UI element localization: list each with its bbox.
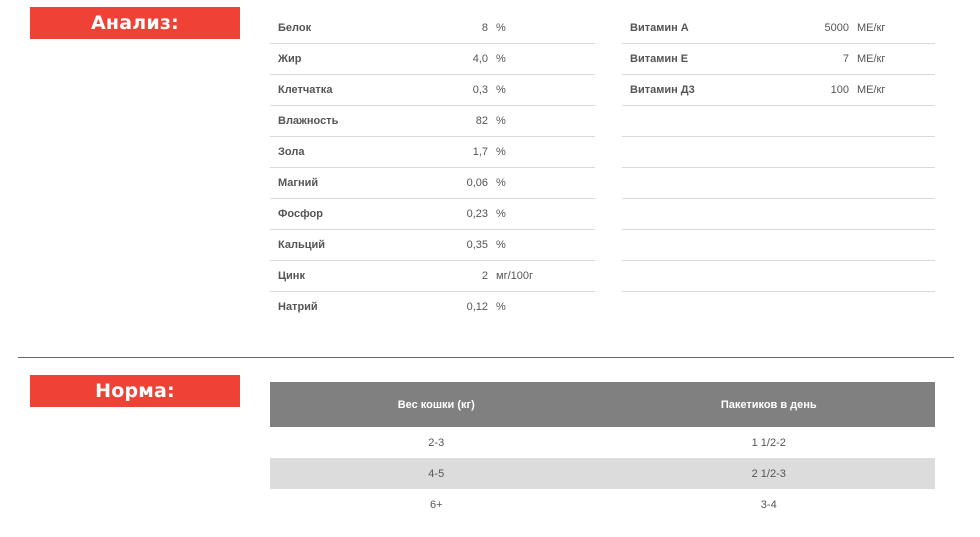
- nutrient-unit: %: [488, 199, 595, 230]
- nutrient-row: [270, 106, 595, 137]
- nutrients-table-right: [622, 13, 935, 292]
- nutrient-name: [622, 106, 772, 137]
- nutrient-value: 82: [430, 106, 488, 137]
- cat-weight-cell: 4-5: [270, 458, 603, 489]
- nutrient-unit: %: [488, 106, 595, 137]
- nutrient-value: 8: [430, 13, 488, 44]
- nutrient-row: [270, 137, 595, 168]
- packets-cell: 1 1/2-2: [751, 436, 786, 449]
- nutrient-unit: [849, 199, 935, 230]
- nutrient-value: 4,0: [430, 44, 488, 75]
- nutrient-row: [270, 168, 595, 199]
- nutrient-value: 0,06: [430, 168, 488, 199]
- nutrient-name: [622, 230, 772, 261]
- section-divider: [18, 357, 954, 358]
- nutrient-row: [622, 44, 935, 75]
- nutrient-row: [622, 75, 935, 106]
- header-cat-weight: Вес кошки (кг): [270, 382, 603, 427]
- nutrient-unit: %: [488, 137, 595, 168]
- nutrient-value: 7: [772, 44, 849, 75]
- nutrient-value: 5000: [772, 13, 849, 44]
- nutrient-value: 0,35: [430, 230, 488, 261]
- nutrient-unit: [849, 168, 935, 199]
- nutrient-name: Клетчатка: [270, 75, 430, 106]
- nutrient-row: [270, 13, 595, 44]
- nutrient-name: [622, 199, 772, 230]
- nutrient-value: [772, 168, 849, 199]
- nutrient-name: [622, 168, 772, 199]
- nutrients-table-left: [270, 13, 595, 322]
- nutrient-row: [622, 137, 935, 168]
- nutrient-value: 0,12: [466, 301, 488, 313]
- nutrient-row: [622, 230, 935, 261]
- nutrient-unit: мг/100г: [488, 261, 595, 292]
- nutrient-unit: %: [488, 75, 595, 106]
- nutrient-unit: %: [488, 44, 595, 75]
- packets-cell: 2 1/2-3: [603, 458, 936, 489]
- nutrient-row: [270, 44, 595, 75]
- packets-cell: 3-4: [760, 498, 777, 511]
- nutrient-name: Витамин Е: [622, 44, 772, 75]
- cat-weight-cell: 6+: [429, 498, 443, 511]
- nutrient-name: Цинк: [270, 261, 430, 292]
- analysis-title: Анализ:: [30, 7, 240, 39]
- feeding-row: [270, 427, 935, 458]
- nutrient-row: [622, 199, 935, 230]
- nutrient-name: Магний: [270, 168, 430, 199]
- nutrient-row: [270, 230, 595, 261]
- nutrient-name: Влажность: [270, 106, 430, 137]
- feeding-table: [270, 382, 935, 520]
- nutrient-name: Кальций: [270, 230, 430, 261]
- nutrient-unit: %: [488, 13, 595, 44]
- nutrient-row: [270, 75, 595, 106]
- nutrient-unit: МЕ/кг: [849, 13, 935, 44]
- nutrient-value: [772, 230, 849, 261]
- nutrient-unit: [849, 261, 935, 292]
- nutrient-name: Зола: [270, 137, 430, 168]
- nutrient-value: 100: [772, 75, 849, 106]
- nutrient-name: Белок: [270, 13, 430, 44]
- nutrient-name: [622, 137, 772, 168]
- nutrient-row: [270, 261, 595, 292]
- nutrient-row: [270, 292, 595, 323]
- norm-title: Норма:: [30, 375, 240, 407]
- nutrient-row: [622, 168, 935, 199]
- feeding-row: [270, 489, 935, 520]
- nutrient-name: Жир: [270, 44, 430, 75]
- nutrient-value: [772, 137, 849, 168]
- nutrient-name: Натрий: [278, 301, 318, 313]
- nutrient-unit: [849, 230, 935, 261]
- nutrient-value: [772, 261, 849, 292]
- nutrient-value: [772, 106, 849, 137]
- nutrient-value: [772, 199, 849, 230]
- nutrient-unit: МЕ/кг: [849, 75, 935, 106]
- nutrient-name: [622, 261, 772, 292]
- nutrient-value: 0,3: [430, 75, 488, 106]
- nutrient-name: Витамин Д3: [622, 75, 772, 106]
- feeding-row: [270, 458, 935, 489]
- nutrient-name: Витамин А: [622, 13, 772, 44]
- feeding-table-header: [270, 382, 935, 427]
- nutrient-unit: МЕ/кг: [849, 44, 935, 75]
- header-packets-per-day: Пакетиков в день: [603, 382, 936, 427]
- nutrient-unit: %: [496, 301, 506, 313]
- nutrient-unit: [849, 106, 935, 137]
- nutrient-value: 0,23: [430, 199, 488, 230]
- nutrient-row: [622, 261, 935, 292]
- nutrient-value: 1,7: [430, 137, 488, 168]
- nutrient-row: [622, 13, 935, 44]
- nutrient-row: [622, 106, 935, 137]
- nutrient-unit: %: [488, 230, 595, 261]
- cat-weight-cell: 2-3: [428, 436, 445, 449]
- nutrient-unit: [849, 137, 935, 168]
- nutrient-row: [270, 199, 595, 230]
- nutrient-unit: %: [488, 168, 595, 199]
- nutrient-name: Фосфор: [270, 199, 430, 230]
- nutrient-value: 2: [430, 261, 488, 292]
